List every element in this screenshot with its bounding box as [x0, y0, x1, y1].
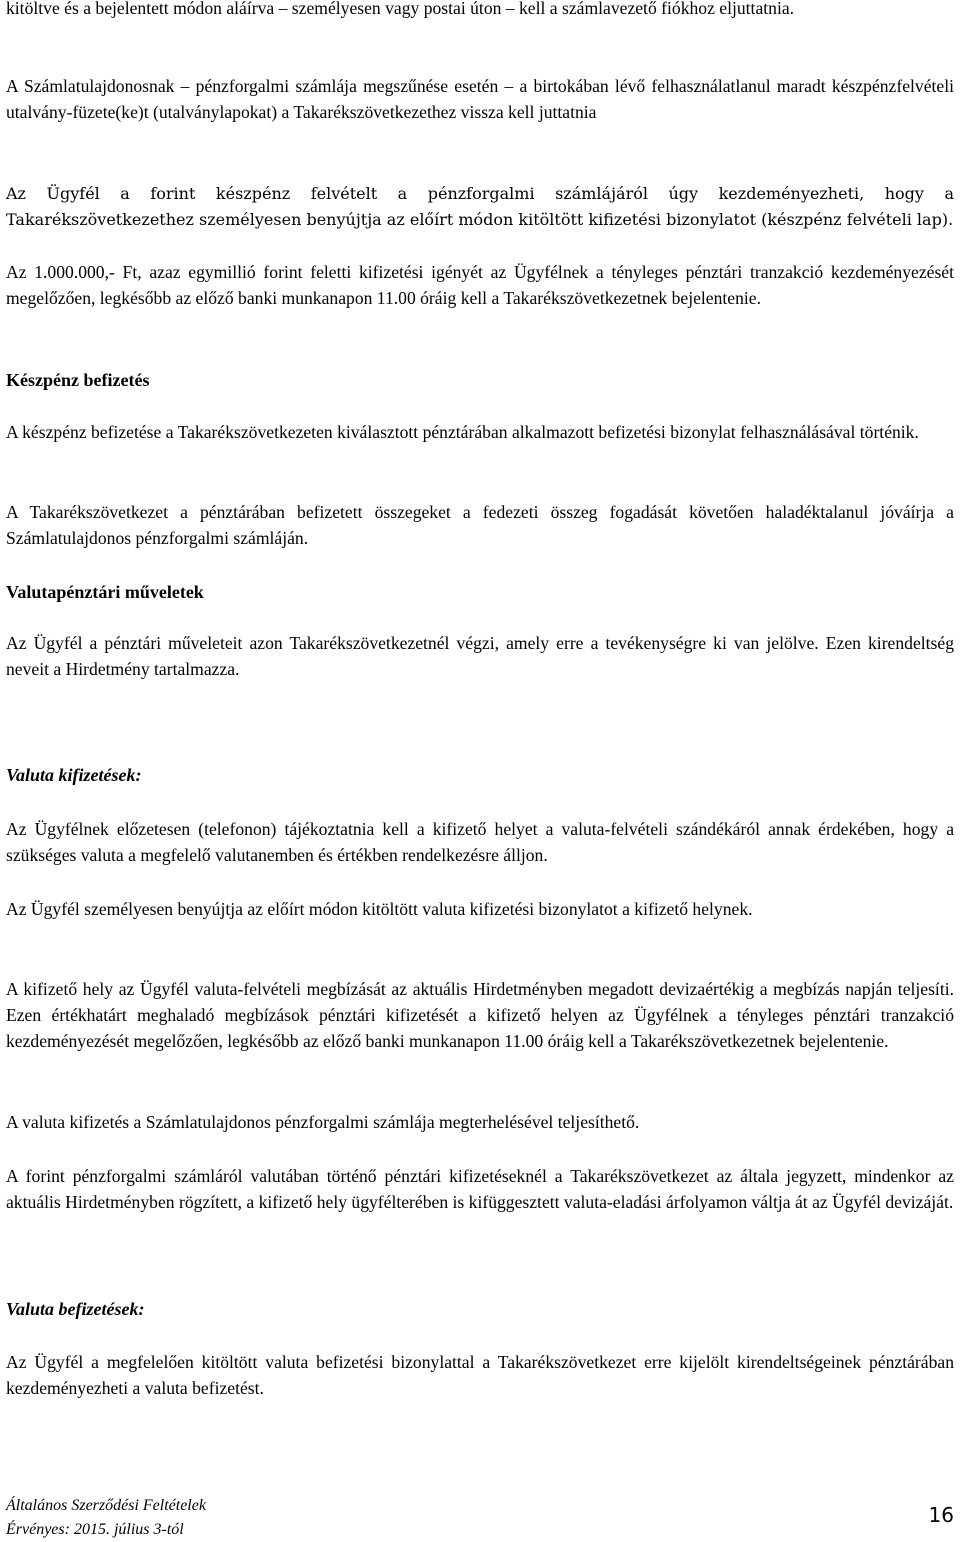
- paragraph-deposit-credit: A Takarékszövetkezet a pénztárában befizetett összegeket a fedezeti összeg fogadását követően haladéktalanul jóváírja a Számlatulajdonos pénzforgalmi számláján.: [6, 502, 954, 548]
- footer-valid-from: Érvényes: 2015. július 3-tól: [6, 1521, 184, 1538]
- paragraph-fx-rate: A forint pénzforgalmi számláról valutában történő pénztári kifizetéseknél a Takarékszövetkezet az általa jegyzett, mindenkor az aktuális Hirdetményben rögzített, a kifizető hely ügyfélterében is kifüggesztett valuta-eladási árfolyamon váltja át az Ügyfél devizáját.: [6, 1166, 954, 1212]
- paragraph-unused-vouchers: A Számlatulajdonosnak – pénzforgalmi számlája megszűnése esetén – a birtokában lévő felhasználatlanul maradt készpénzfelvételi utalvány-füzete(ke)t (utalványlapokat) a Takarékszövetkezethez vissza kell juttatnia: [6, 76, 954, 122]
- paragraph-continuation: kitöltve és a bejelentett módon aláírva – személyesen vagy postai úton – kell a számlavezető fiókhoz eljuttatnia.: [6, 0, 795, 18]
- page-number: 16: [928, 1503, 954, 1527]
- paragraph-deposit-slip: A készpénz befizetése a Takarékszövetkezeten kiválasztott pénztárában alkalmazott befizetési bizonylat felhasználásával történik.: [6, 422, 919, 442]
- paragraph-large-withdrawal: Az 1.000.000,- Ft, azaz egymillió forint feletti kifizetési igényét az Ügyfélnek a tényleges pénztári tranzakció kezdeményezését megelőzően, legkésőbb az előző banki munkanapon 11.00 óráig kell a Takarékszövetkezetnek bejelentenie.: [6, 262, 954, 308]
- paragraph-fx-notice: Az Ügyfélnek előzetesen (telefonon) tájékoztatnia kell a kifizető helyet a valuta-felvételi szándékáról annak érdekében, hogy a szükséges valuta a megfelelő valutanemben és értékben rendelkezésre álljon.: [6, 819, 954, 865]
- footer-title: Általános Szerződési Feltételek: [6, 1497, 206, 1514]
- paragraph-fx-deposit: Az Ügyfél a megfelelően kitöltött valuta befizetési bizonylattal a Takarékszövetkezet erre kijelölt kirendeltségeinek pénztárában kezdeményezheti a valuta befizetést.: [6, 1352, 954, 1398]
- subheading-fx-deposits: Valuta befizetések:: [6, 1299, 145, 1319]
- footer: [6, 1494, 206, 1542]
- heading-cash-deposit: Készpénz befizetés: [6, 370, 150, 390]
- paragraph-cash-withdrawal: Az Ügyfél a forint készpénz felvételt a pénzforgalmi számlájáról úgy kezdeményezheti, hogy a Takarékszövetkezethez személyesen benyújtja az előírt módon kitöltött kifizetési bizonylatot (készpénz felvételi lap).: [6, 184, 954, 229]
- paragraph-fx-limit: A kifizető hely az Ügyfél valuta-felvételi megbízását az aktuális Hirdetményben megadott devizaértékig a megbízás napján teljesíti. Ezen értékhatárt meghaladó megbízások pénztári kifizetését a kifizető helyen az Ügyfélnek a tényleges pénztári tranzakció kezdeményezését megelőzően, legkésőbb az előző banki munkanapon 11.00 óráig kell a Takarékszövetkezetnek bejelentenie.: [6, 979, 954, 1051]
- paragraph-fx-debit: A valuta kifizetés a Számlatulajdonos pénzforgalmi számlája megterhelésével teljesíthető.: [6, 1112, 640, 1132]
- paragraph-fx-branches: Az Ügyfél a pénztári műveleteit azon Takarékszövetkezetnél végzi, amely erre a tevékenységre ki van jelölve. Ezen kirendeltség neveit a Hirdetmény tartalmazza.: [6, 633, 954, 679]
- subheading-fx-payouts: Valuta kifizetések:: [6, 765, 142, 785]
- heading-fx-cash-operations: Valutapénztári műveletek: [6, 582, 204, 602]
- paragraph-fx-slip: Az Ügyfél személyesen benyújtja az előírt módon kitöltött valuta kifizetési bizonylatot a kifizető helynek.: [6, 899, 753, 919]
